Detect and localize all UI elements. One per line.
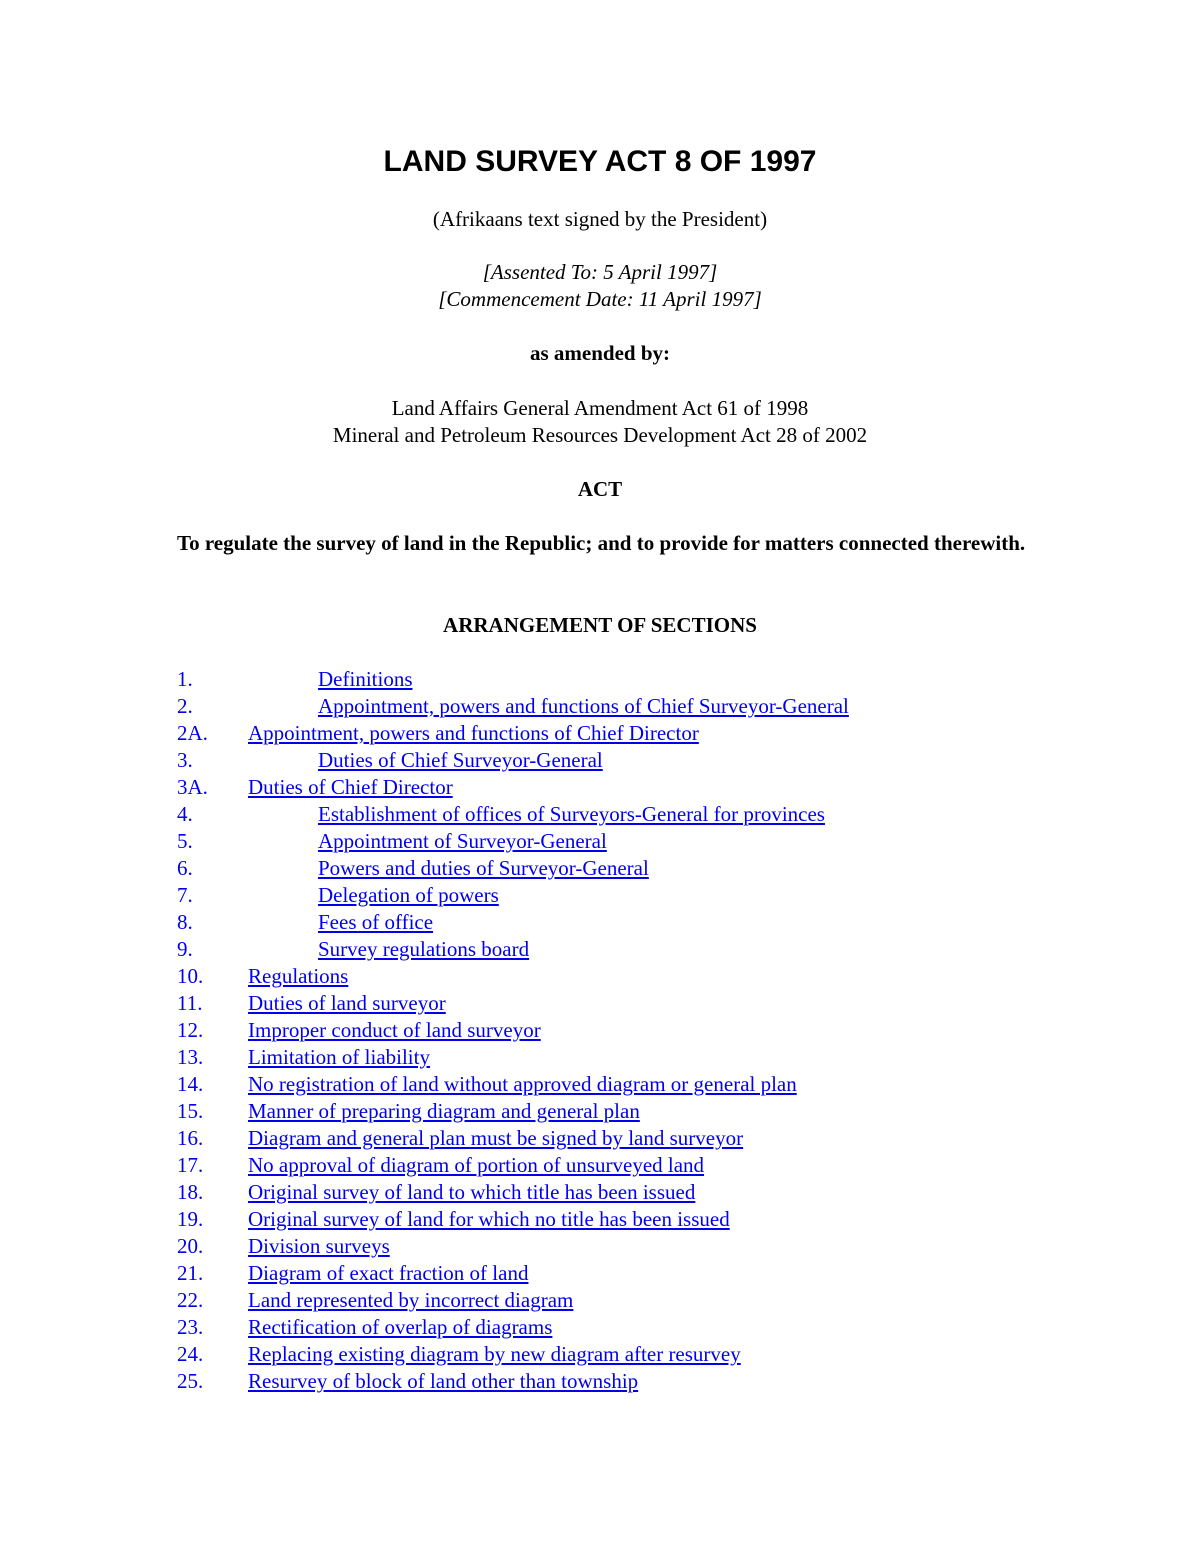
section-link[interactable] xyxy=(177,1287,1077,1314)
section-title: Land represented by incorrect diagram xyxy=(248,1288,574,1312)
act-title: LAND SURVEY ACT 8 OF 1997 xyxy=(383,145,817,178)
section-number: 22. xyxy=(177,1288,204,1312)
section-number: 9. xyxy=(177,937,193,961)
section-number: 15. xyxy=(177,1099,204,1123)
section-number: 10. xyxy=(177,964,204,988)
section-number: 2A. xyxy=(177,721,208,745)
section-number: 23. xyxy=(177,1315,204,1339)
section-number: 11. xyxy=(177,991,203,1015)
section-number: 3. xyxy=(177,748,193,772)
section-link[interactable] xyxy=(177,1044,1077,1071)
sections-list xyxy=(177,666,1077,1395)
section-title: Establishment of offices of Surveyors-General for provinces xyxy=(318,802,825,826)
section-title: Appointment, powers and functions of Chief Surveyor-General xyxy=(318,694,849,718)
section-title: Duties of Chief Director xyxy=(248,775,453,799)
section-title: Appointment of Surveyor-General xyxy=(318,829,607,853)
section-link[interactable] xyxy=(177,1314,1077,1341)
section-number: 17. xyxy=(177,1153,204,1177)
commencement-date: [Commencement Date: 11 April 1997] xyxy=(438,287,762,311)
section-link[interactable] xyxy=(177,990,1077,1017)
section-title: No registration of land without approved diagram or general plan xyxy=(248,1072,797,1096)
section-title: Duties of Chief Surveyor-General xyxy=(318,748,603,772)
assented-date: [Assented To: 5 April 1997] xyxy=(482,260,718,284)
section-link[interactable] xyxy=(177,1341,1077,1368)
section-number: 2. xyxy=(177,694,193,718)
section-link[interactable] xyxy=(177,1152,1077,1179)
section-title: Definitions xyxy=(318,667,413,691)
section-link[interactable] xyxy=(177,1260,1077,1287)
section-number: 16. xyxy=(177,1126,204,1150)
section-link[interactable] xyxy=(177,1233,1077,1260)
section-link[interactable] xyxy=(177,720,1077,747)
section-title: Rectification of overlap of diagrams xyxy=(248,1315,553,1339)
section-link[interactable] xyxy=(177,1098,1077,1125)
section-link[interactable] xyxy=(177,1017,1077,1044)
act-heading: ACT xyxy=(577,477,623,501)
section-title: Powers and duties of Surveyor-General xyxy=(318,856,649,880)
section-link[interactable] xyxy=(177,1125,1077,1152)
section-number: 25. xyxy=(177,1369,204,1393)
act-purpose: To regulate the survey of land in the Republic; and to provide for matters connected therewith. xyxy=(177,531,1026,555)
section-title: Fees of office xyxy=(318,910,434,934)
section-number: 8. xyxy=(177,910,193,934)
section-title: Original survey of land for which no title has been issued xyxy=(248,1207,730,1231)
amendment-item: Land Affairs General Amendment Act 61 of 1998 xyxy=(391,396,809,420)
section-link[interactable] xyxy=(177,1206,1077,1233)
section-title: Replacing existing diagram by new diagram after resurvey xyxy=(248,1342,741,1366)
section-link[interactable] xyxy=(177,936,1077,963)
section-title: Resurvey of block of land other than township xyxy=(248,1369,639,1393)
section-title: Diagram and general plan must be signed by land surveyor xyxy=(248,1126,744,1150)
section-link[interactable] xyxy=(177,801,1077,828)
section-number: 5. xyxy=(177,829,193,853)
section-title: Division surveys xyxy=(248,1234,390,1258)
section-number: 19. xyxy=(177,1207,204,1231)
section-title: Diagram of exact fraction of land xyxy=(248,1261,529,1285)
signed-note: (Afrikaans text signed by the President) xyxy=(432,207,768,231)
section-title: Manner of preparing diagram and general plan xyxy=(248,1099,640,1123)
section-link[interactable] xyxy=(177,1368,1077,1395)
section-number: 3A. xyxy=(177,775,208,799)
section-title: Survey regulations board xyxy=(318,937,530,961)
section-link[interactable] xyxy=(177,774,1077,801)
section-number: 4. xyxy=(177,802,193,826)
section-title: Regulations xyxy=(248,964,349,988)
section-title: Original survey of land to which title has been issued xyxy=(248,1180,696,1204)
section-number: 12. xyxy=(177,1018,204,1042)
section-number: 14. xyxy=(177,1072,204,1096)
section-number: 20. xyxy=(177,1234,204,1258)
section-title: Limitation of liability xyxy=(248,1045,430,1069)
section-link[interactable] xyxy=(177,909,1077,936)
section-number: 13. xyxy=(177,1045,204,1069)
section-number: 7. xyxy=(177,883,193,907)
section-number: 1. xyxy=(177,667,193,691)
section-number: 6. xyxy=(177,856,193,880)
section-title: Duties of land surveyor xyxy=(248,991,446,1015)
section-link[interactable] xyxy=(177,666,1077,693)
section-number: 18. xyxy=(177,1180,204,1204)
section-number: 24. xyxy=(177,1342,204,1366)
section-number: 21. xyxy=(177,1261,204,1285)
section-title: No approval of diagram of portion of unsurveyed land xyxy=(248,1153,705,1177)
section-link[interactable] xyxy=(177,693,1077,720)
section-link[interactable] xyxy=(177,747,1077,774)
section-link[interactable] xyxy=(177,882,1077,909)
section-link[interactable] xyxy=(177,1071,1077,1098)
section-link[interactable] xyxy=(177,828,1077,855)
arrangement-heading: ARRANGEMENT OF SECTIONS xyxy=(443,613,757,637)
section-link[interactable] xyxy=(177,1179,1077,1206)
section-link[interactable] xyxy=(177,963,1077,990)
amendment-item: Mineral and Petroleum Resources Development Act 28 of 2002 xyxy=(332,423,868,447)
section-title: Appointment, powers and functions of Chief Director xyxy=(248,721,699,745)
section-title: Improper conduct of land surveyor xyxy=(248,1018,541,1042)
section-link[interactable] xyxy=(177,855,1077,882)
section-title: Delegation of powers xyxy=(318,883,499,907)
amended-heading: as amended by: xyxy=(529,341,671,365)
